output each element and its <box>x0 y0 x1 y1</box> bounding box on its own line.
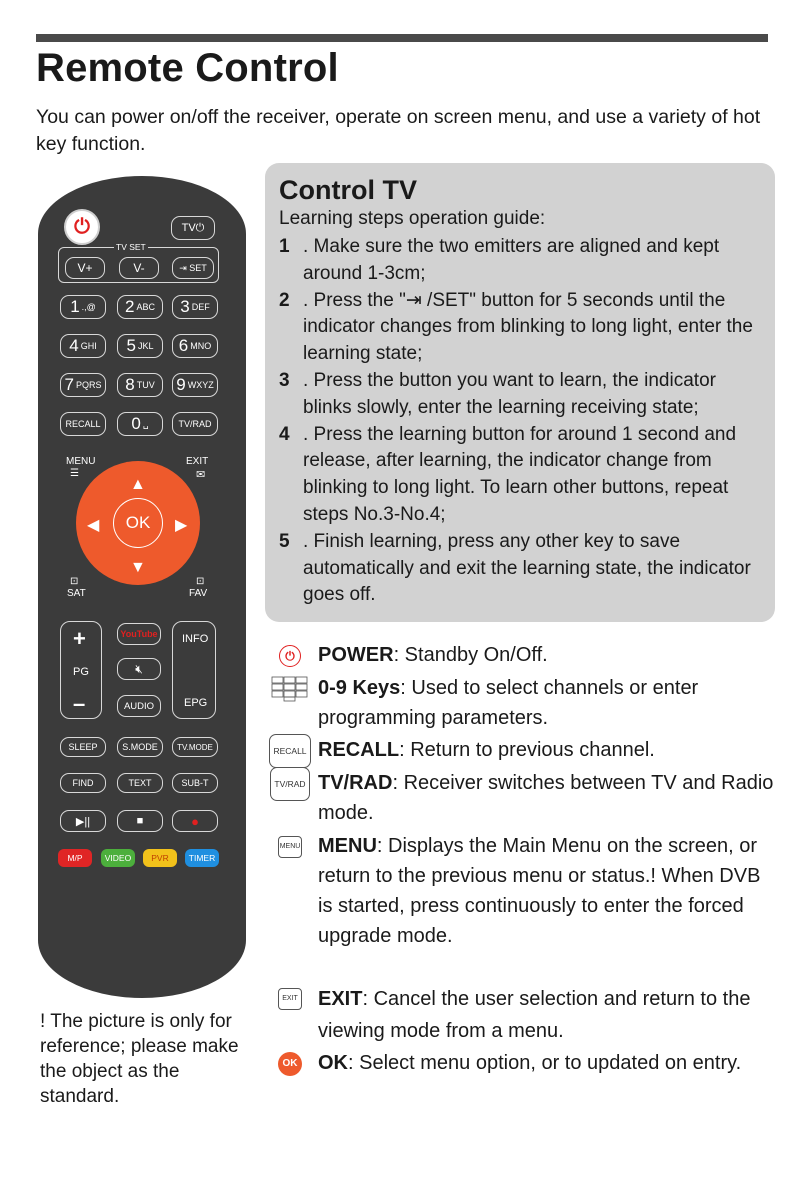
key-2 <box>117 295 163 319</box>
def-desc: : Displays the Main Menu on the screen, or return to the previous menu or status.! When DVB is started, press continuously to enter the forced upgrade mode. <box>318 835 761 947</box>
key-3 <box>172 295 218 319</box>
recall-glyph: RECALL <box>269 734 310 768</box>
step-text: . Press the button you want to learn, the indicator blinks slowly, enter the learning receiving state; <box>303 369 716 418</box>
tv-power-button: TV⏻ <box>171 216 215 240</box>
key-letters: PQRS <box>75 380 102 390</box>
step-text: . Finish learning, press any other key to save automatically and exit the learning state, the indicator goes off. <box>303 530 751 606</box>
smode-button: S.MODE <box>117 737 163 757</box>
step-number: 5 <box>279 530 290 552</box>
step-5 <box>279 529 769 609</box>
key-5 <box>117 334 163 358</box>
youtube-button: YouTube <box>117 623 161 645</box>
recall-button: RECALL <box>60 412 106 436</box>
set-label: SET <box>189 263 207 273</box>
epg-label: EPG <box>184 697 208 709</box>
key-letters: MNO <box>190 341 212 351</box>
mail-icon: ✉ <box>196 469 206 481</box>
yellow-pvr-button: PVR <box>143 849 177 867</box>
def-desc: : Cancel the user selection and return to the viewing mode from a menu. <box>318 988 751 1042</box>
step-number: 1 <box>279 236 290 257</box>
reference-note: ! The picture is only for reference; please make the object as the standard. <box>40 1011 239 1107</box>
intro-text: You can power on/off the receiver, operate on screen menu, and use a variety of hot key function. <box>36 106 761 155</box>
play-pause-icon: ▶|| <box>75 815 91 828</box>
fav-label: FAV <box>189 588 208 599</box>
key-letters: JKL <box>137 341 154 351</box>
blue-timer-button: TIMER <box>185 849 219 867</box>
tvmode-button: TV.MODE <box>172 737 218 757</box>
exit-label: EXIT <box>186 456 209 467</box>
key-digit: 1 <box>70 297 80 316</box>
def-key: EXIT <box>318 988 363 1010</box>
key-digit: 9 <box>176 375 186 394</box>
mute-icon: 🔇︎ <box>135 661 143 676</box>
step-2 <box>279 288 769 368</box>
arrow-up-icon: ▲ <box>130 476 146 493</box>
pg-label: PG <box>73 666 89 678</box>
key-digit: 5 <box>126 336 136 355</box>
sleep-button: SLEEP <box>60 737 106 757</box>
key-4 <box>60 334 106 358</box>
vol-down-button: V- <box>119 257 159 279</box>
def-desc: : Receiver switches between TV and Radio mode. <box>318 772 774 824</box>
mute-button <box>117 658 161 680</box>
keypad-icon <box>268 677 312 701</box>
key-digit: 0 <box>131 414 141 433</box>
control-tv-panel <box>265 163 775 622</box>
tvrad-glyph: TV/RAD <box>270 767 309 801</box>
def-ok <box>268 1048 778 1078</box>
plus-icon: + <box>73 626 86 651</box>
key-letters: TUV <box>136 380 155 390</box>
def-key: 0-9 Keys <box>318 677 401 699</box>
step-1 <box>279 234 769 288</box>
sat-label: SAT <box>67 588 86 599</box>
ok-glyph: OK <box>278 1052 302 1076</box>
arrow-left-icon: ◀ <box>87 517 100 534</box>
fav-icon: ⊡ <box>196 576 205 587</box>
arrow-right-icon: ▶ <box>175 517 188 534</box>
step-3 <box>279 368 769 422</box>
def-power <box>268 640 778 670</box>
key-letters: DEF <box>191 302 210 312</box>
def-tvrad <box>268 768 778 828</box>
recall-icon <box>268 739 312 763</box>
key-digit: 4 <box>69 336 79 355</box>
key-letters: ␣ <box>142 418 149 429</box>
key-digit: 2 <box>125 297 135 316</box>
step-number: 2 <box>279 289 290 311</box>
exit-glyph: EXIT <box>278 988 302 1010</box>
def-key: MENU <box>318 835 377 857</box>
menu-icon: ☰ <box>70 468 79 479</box>
def-number-keys <box>268 673 778 733</box>
key-letters: ABC <box>136 302 155 312</box>
key-6 <box>172 334 218 358</box>
step-text: . Press the "⇥ /SET" button for 5 seconds until the indicator changes from blinking to long light, enter the learning state; <box>303 289 753 365</box>
green-video-button: VIDEO <box>101 849 135 867</box>
play-pause-button <box>60 810 106 832</box>
def-key: OK <box>318 1052 348 1074</box>
ok-button: OK <box>113 498 163 548</box>
input-icon: ⇥ <box>179 262 190 273</box>
stop-icon: ■ <box>136 815 144 827</box>
info-label: INFO <box>182 633 209 645</box>
def-recall <box>268 735 778 765</box>
tvrad-button: TV/RAD <box>172 412 218 436</box>
panel-title: Control TV <box>279 175 417 205</box>
key-letters: GHI <box>80 341 97 351</box>
record-icon: ● <box>191 813 199 829</box>
def-desc: : Select menu option, or to updated on entry. <box>348 1052 742 1074</box>
def-exit <box>268 983 778 1047</box>
def-desc: : Standby On/Off. <box>393 644 548 666</box>
def-desc: : Return to previous channel. <box>399 739 655 761</box>
page-title: Remote Control <box>36 46 339 90</box>
minus-icon: – <box>73 691 86 716</box>
panel-subtitle: Learning steps operation guide: <box>279 208 546 229</box>
key-letters: WXYZ <box>187 380 214 390</box>
power-icon <box>268 644 312 668</box>
key-letters: .,@ <box>81 302 96 312</box>
find-button: FIND <box>60 773 106 793</box>
stop-button <box>117 810 163 832</box>
vol-up-button: V+ <box>65 257 105 279</box>
keypad-grid <box>270 676 310 702</box>
menu-label: MENU <box>66 456 96 467</box>
key-7 <box>60 373 106 397</box>
record-button <box>172 810 218 832</box>
key-digit: 7 <box>64 375 74 394</box>
key-1 <box>60 295 106 319</box>
menu-icon <box>268 835 312 859</box>
ok-icon <box>268 1052 312 1076</box>
step-number: 4 <box>279 423 290 445</box>
def-key: TV/RAD <box>318 772 393 794</box>
key-digit: 6 <box>178 336 189 355</box>
step-number: 3 <box>279 369 290 391</box>
tv-set-label: TV SET <box>116 242 146 252</box>
step-text: . Make sure the two emitters are aligned and kept around 1-3cm; <box>303 236 720 284</box>
step-text: . Press the learning button for around 1 second and release, after learning, the indicator change from blinking to long light. To learn other buttons, repeat steps No.3-No.4; <box>303 423 737 525</box>
sat-icon: ⊡ <box>70 576 79 587</box>
menu-glyph: MENU <box>278 836 302 858</box>
subt-button: SUB-T <box>172 773 218 793</box>
def-menu <box>268 831 778 951</box>
audio-button: AUDIO <box>117 695 161 717</box>
key-9 <box>172 373 218 397</box>
power-glyph: ⏻ <box>279 645 301 667</box>
set-button <box>172 257 214 279</box>
exit-icon <box>268 987 312 1011</box>
power-icon: ⏻ <box>74 216 90 238</box>
def-key: RECALL <box>318 739 400 761</box>
learning-steps <box>279 234 769 609</box>
tvrad-icon <box>268 772 312 796</box>
key-0 <box>117 412 163 436</box>
key-8 <box>117 373 163 397</box>
def-desc: : Used to select channels or enter programming parameters. <box>318 677 699 729</box>
red-mp-button: M/P <box>58 849 92 867</box>
step-4 <box>279 422 769 529</box>
text-button: TEXT <box>117 773 163 793</box>
arrow-down-icon: ▼ <box>130 559 146 576</box>
def-key: POWER <box>318 644 394 666</box>
power-button <box>64 209 100 245</box>
remote-control-image <box>38 176 246 998</box>
key-digit: 8 <box>125 375 135 394</box>
top-rule <box>36 34 768 42</box>
key-digit: 3 <box>180 297 190 316</box>
